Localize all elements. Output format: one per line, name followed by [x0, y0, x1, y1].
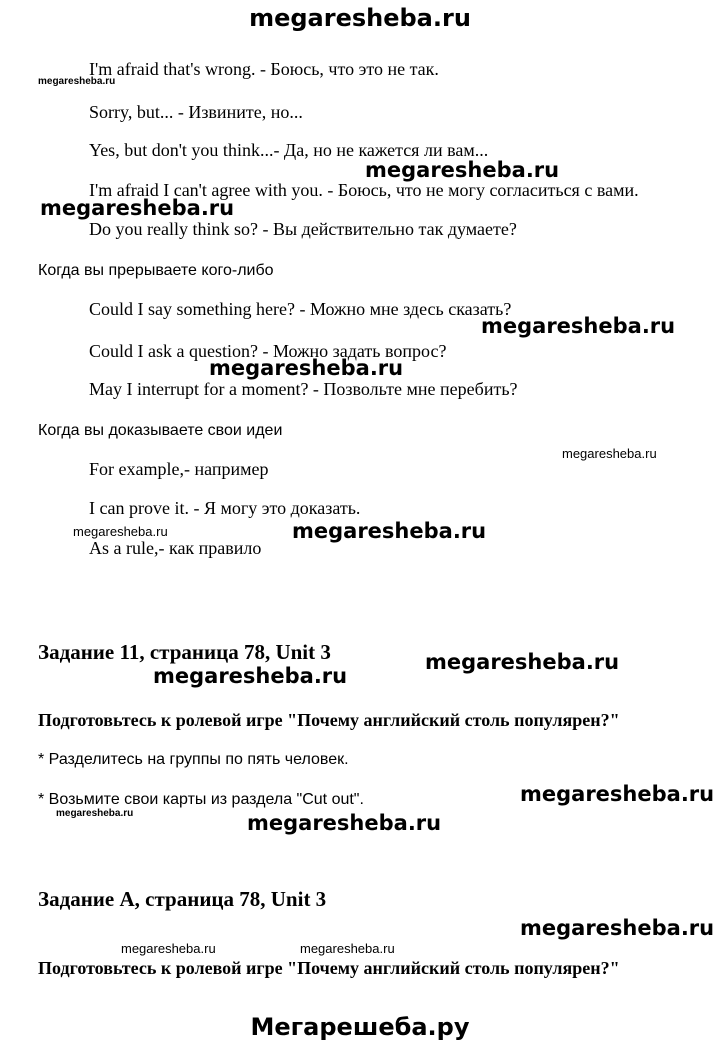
watermark: megaresheba.ru [300, 941, 395, 956]
task-11-heading: Задание 11, страница 78, Unit 3 [38, 640, 331, 664]
watermark: megaresheba.ru [40, 196, 235, 220]
site-footer: Мегарешеба.ру [250, 1013, 470, 1041]
phrase-line: Do you really think so? - Вы действительно так думаете? [89, 219, 517, 239]
watermark: megaresheba.ru [520, 782, 715, 806]
section-title-prove: Когда вы доказываете свои идеи [38, 422, 283, 439]
watermark: megaresheba.ru [562, 446, 657, 461]
watermark: megaresheba.ru [365, 158, 560, 182]
watermark: megaresheba.ru [56, 808, 134, 819]
watermark: megaresheba.ru [153, 664, 348, 688]
phrase-line: Yes, but don't you think...- Да, но не кажется ли вам... [89, 140, 489, 160]
phrase-line: May I interrupt for a moment? - Позвольте мне перебить? [89, 379, 518, 399]
watermark: megaresheba.ru [425, 650, 620, 674]
site-header: megaresheba.ru [249, 4, 471, 32]
phrase-line: I'm afraid that's wrong. - Боюсь, что это не так. [89, 59, 439, 79]
phrase-line: I can prove it. - Я могу это доказать. [89, 498, 361, 518]
watermark: megaresheba.ru [292, 519, 487, 543]
watermark: megaresheba.ru [209, 356, 404, 380]
task-a-prompt: Подготовьтесь к ролевой игре "Почему английский столь популярен?" [38, 958, 620, 978]
watermark: megaresheba.ru [73, 524, 168, 539]
phrase-line: Could I say something here? - Можно мне здесь сказать? [89, 299, 512, 319]
phrase-line: Sorry, but... - Извините, но... [89, 102, 303, 122]
watermark: megaresheba.ru [121, 941, 216, 956]
watermark: megaresheba.ru [38, 76, 116, 87]
phrase-line: As a rule,- как правило [89, 538, 262, 558]
section-title-interrupt: Когда вы прерываете кого-либо [38, 262, 274, 279]
phrase-line: I'm afraid I can't agree with you. - Боюсь, что не могу согласиться с вами. [89, 180, 639, 200]
task-11-prompt: Подготовьтесь к ролевой игре "Почему английский столь популярен?" [38, 710, 620, 730]
phrase-line: Could I ask a question? - Можно задать вопрос? [89, 341, 447, 361]
task-11-bullet: * Возьмите свои карты из раздела "Cut out". [38, 791, 364, 808]
task-a-heading: Задание A, страница 78, Unit 3 [38, 887, 327, 911]
phrase-line: For example,- например [89, 459, 269, 479]
task-11-bullet: * Разделитесь на группы по пять человек. [38, 751, 349, 768]
watermark: megaresheba.ru [481, 314, 676, 338]
watermark: megaresheba.ru [247, 811, 442, 835]
watermark: megaresheba.ru [520, 916, 715, 940]
